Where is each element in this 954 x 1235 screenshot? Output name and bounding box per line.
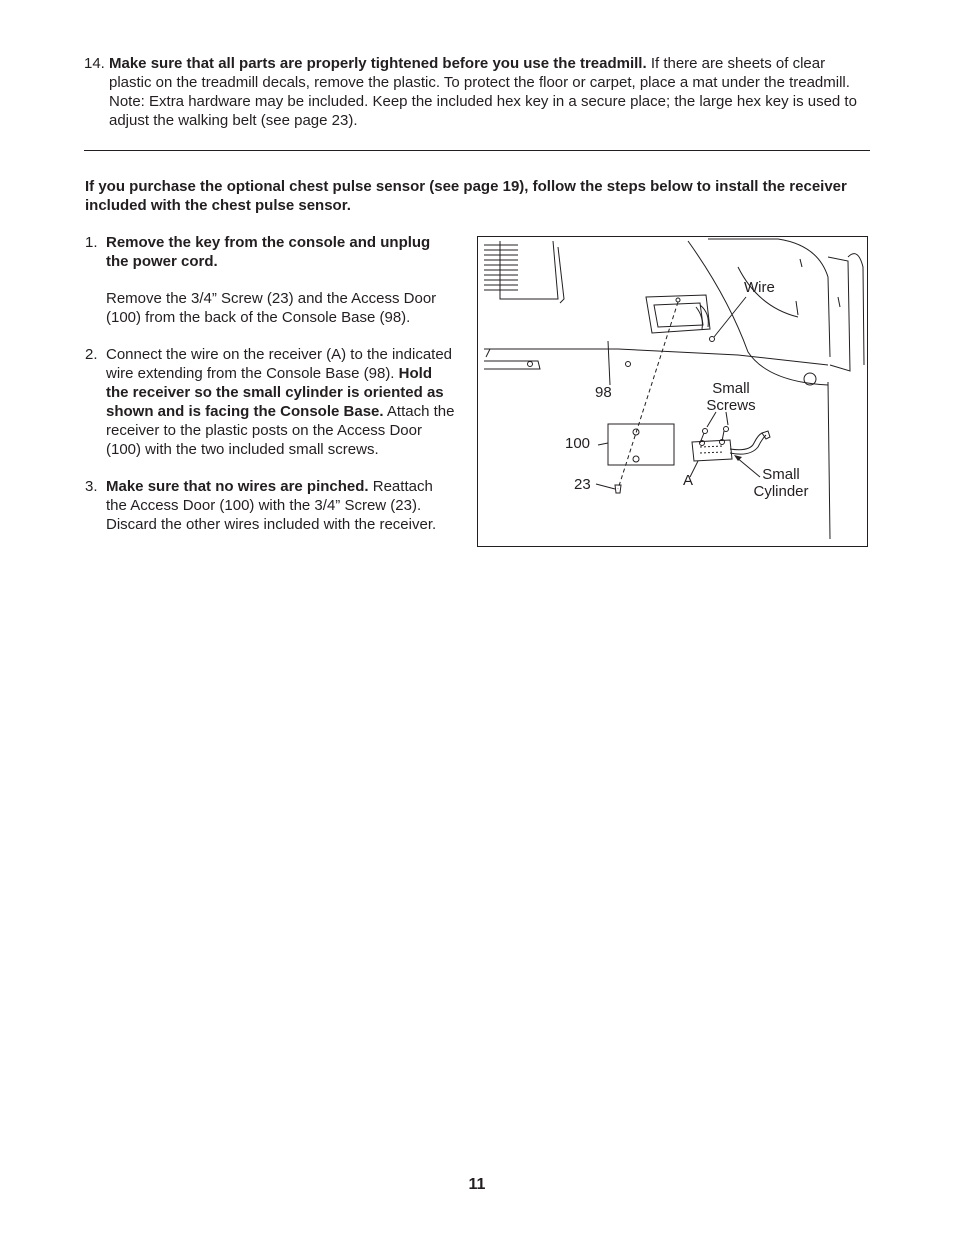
console-base-illustration — [478, 237, 868, 547]
label-a: A — [683, 472, 694, 489]
step-3-number: 3. — [85, 478, 98, 495]
chest-sensor-intro: If you purchase the optional chest pulse sensor (see page 19), follow the steps below to install the receiver included with the chest pulse sensor. — [85, 178, 847, 214]
label-100: 100 — [565, 435, 591, 452]
label-wire: Wire — [744, 279, 775, 296]
receiver-installation-figure — [477, 236, 868, 547]
receiver-steps — [85, 233, 455, 534]
step-3-text: Reattach the Access Door (100) with the 3/4” Screw (23). Discard the other wires included with the receiver. — [106, 478, 437, 533]
step-2-number: 2. — [85, 346, 98, 363]
step-3-bold: Make sure that no wires are pinched. — [106, 478, 369, 495]
step-3-body — [106, 477, 455, 534]
step-1-bold — [106, 233, 455, 271]
label-23: 23 — [574, 476, 591, 493]
step-2 — [85, 345, 455, 459]
step-14-body — [109, 54, 870, 130]
label-98: 98 — [595, 384, 612, 401]
label-small-cylinder: Small Cylinder — [753, 466, 809, 500]
step-2-text-a: Connect the wire on the receiver (A) to the indicated wire extending from the Console Base (98). — [106, 346, 453, 382]
step-3 — [85, 477, 455, 534]
step-1 — [85, 233, 455, 327]
step-14-bold: Make sure that all parts are properly tightened before you use the treadmill. — [109, 55, 647, 72]
step-14-text: If there are sheets of clear plastic on the treadmill decals, remove the plastic. To protect the floor or carpet, place a mat under the treadmill. Note: Extra hardware may be included. Keep the included hex key in a secure place; the large hex key is used to adjust the walking belt (see page 23). — [109, 55, 857, 129]
step-1-number: 1. — [85, 234, 98, 251]
step-14 — [84, 54, 870, 130]
step-1-text: Remove the 3/4” Screw (23) and the Access Door (100) from the back of the Console Base (98). — [106, 290, 437, 326]
label-small-screws: Small Screws — [706, 380, 756, 414]
step-2-body — [106, 345, 455, 459]
step-1-bold-text: Remove the key from the console and unplug the power cord. — [106, 234, 431, 270]
step-2-bold: Hold the receiver so the small cylinder is oriented as shown and is facing the Console Base. — [106, 365, 444, 420]
step-14-number: 14. — [84, 55, 105, 72]
page-number: 11 — [468, 1176, 486, 1193]
section-divider — [84, 150, 870, 151]
vent-grille — [484, 241, 564, 303]
step-2-text-b: Attach the receiver to the plastic posts on the Access Door (100) with the two included small screws. — [106, 403, 455, 458]
